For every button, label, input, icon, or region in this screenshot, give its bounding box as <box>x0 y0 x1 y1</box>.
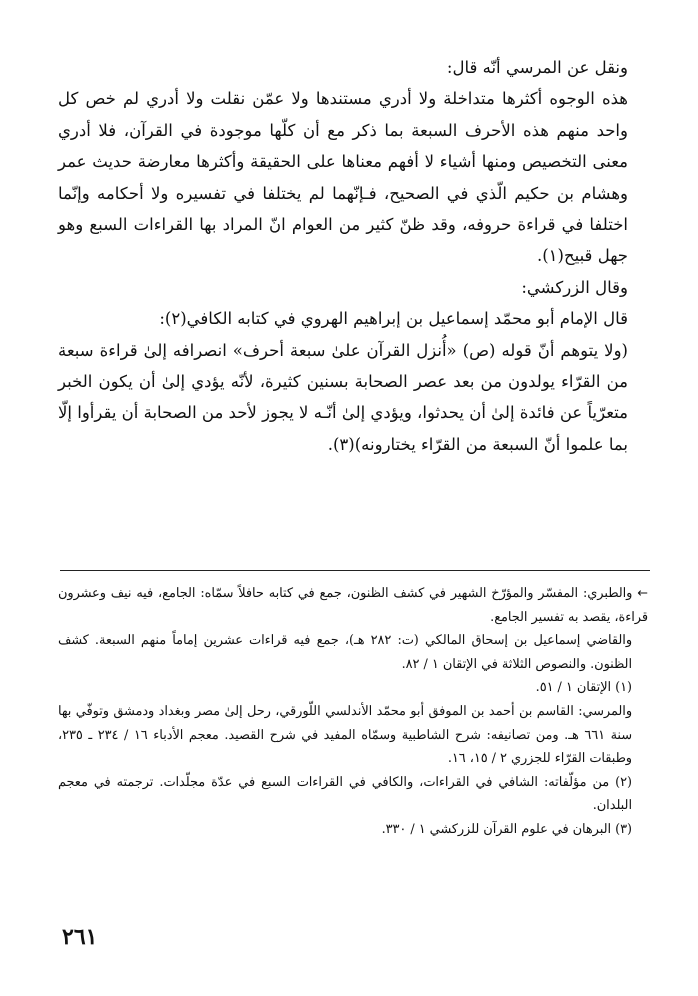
footnote-continued <box>58 582 648 629</box>
footnote-text: والطبري: المفسّر والمؤرّخ الشهير في كشف الظنون، جمع في كتابه حافلاً سمّاه: الجامع، فيه نيف وعشرون قراءة، يقصد به تفسير الجامع. <box>58 586 648 625</box>
paragraph-zarkashi-intro: وقال الزركشي: <box>521 277 628 297</box>
paragraph-harawi-intro: قال الإمام أبو محمّد إسماعيل بن إبراهيم الهروي في كتابه الكافي(٢): <box>159 309 628 329</box>
paragraph-intro: ونقل عن المرسي أنّه قال: <box>446 58 628 77</box>
main-text-block <box>58 52 648 460</box>
footnote-1: (١) الإتقان ١ / ٥١. <box>535 680 632 696</box>
footnote-qadi-ismail: والقاضي إسماعيل بن إسحاق المالكي (ت: ٢٨٢ هـ)، جمع فيه قراءات عشرين إماماً منهم السبعة. كشف الظنون. والنصوص الثلاثة في الإتقان ١ / ٨٢. <box>58 633 632 672</box>
paragraph-mursi-quote: هذه الوجوه أكثرها متداخلة ولا أدري مستندها ولا عمّن نقلت ولا أدري لم خص كل واحد منهم هذه الأحرف السبعة بما ذكر مع أن كلّها موجودة في القرآن، فلا أدري معنى التخصيص ومنها أشياء لا أفهم معناها على الحقيقة وأكثرها معارضة حديث عمر وهشام بن حكيم الّذي في الصحيح، فـإنّهما لم يختلفا في تفسيره ولا أحكامه وإنّما اختلفا في قراءة حروفه، وقد ظنّ كثير من العوام انّ المراد بها القراءات السبع وهو جهل قبيح(١). <box>58 89 628 266</box>
page-number: ٢٦١ <box>62 924 98 950</box>
footnotes-block <box>58 582 648 842</box>
footnote-mursi: والمرسي: القاسم بن أحمد بن الموفق أبو محمّد الأندلسي اللّورقي، رحل إلىٰ مصر وبغداد ودمشق وتوفّي بها سنة ٦٦١ هـ. ومن تصانيفه: شرح الشاطبية وسمّاه المفيد في شرح القصيد. معجم الأدباء ١٦ / ٢٣٤ ـ ٢٣٥، وطبقات القرّاء للجزري ٢ / ١٥، ١٦. <box>58 703 633 767</box>
footnote-2: (٢) من مؤلّفاته: الشافي في القراءات، والكافي في القراءات السبع في عدّة مجلّدات. ترجمته في معجم البلدان. <box>58 774 632 814</box>
footnote-divider <box>60 570 650 571</box>
paragraph-harawi-quote: (ولا يتوهم أنّ قوله (ص) «أُنزل القرآن علىٰ سبعة أحرف» انصرافه إلىٰ قراءة سبعة من القرّاء يولدون من بعد عصر الصحابة بسنين كثيرة، لأنّه يؤدي إلىٰ أن يكون الخبر متعرّياً عن فائدة إلىٰ أن يحدثوا، ويؤدي إلىٰ أنّـه لا يجوز لأحد من الصحابة أن يقرأوا إلّا بما علموا أنّ السبعة من القرّاء يختارونه)(٣). <box>58 340 628 454</box>
continuation-arrow-icon: ← <box>637 586 648 601</box>
footnote-3: (٣) البرهان في علوم القرآن للزركشي ١ / ٣٣٠. <box>381 821 632 837</box>
